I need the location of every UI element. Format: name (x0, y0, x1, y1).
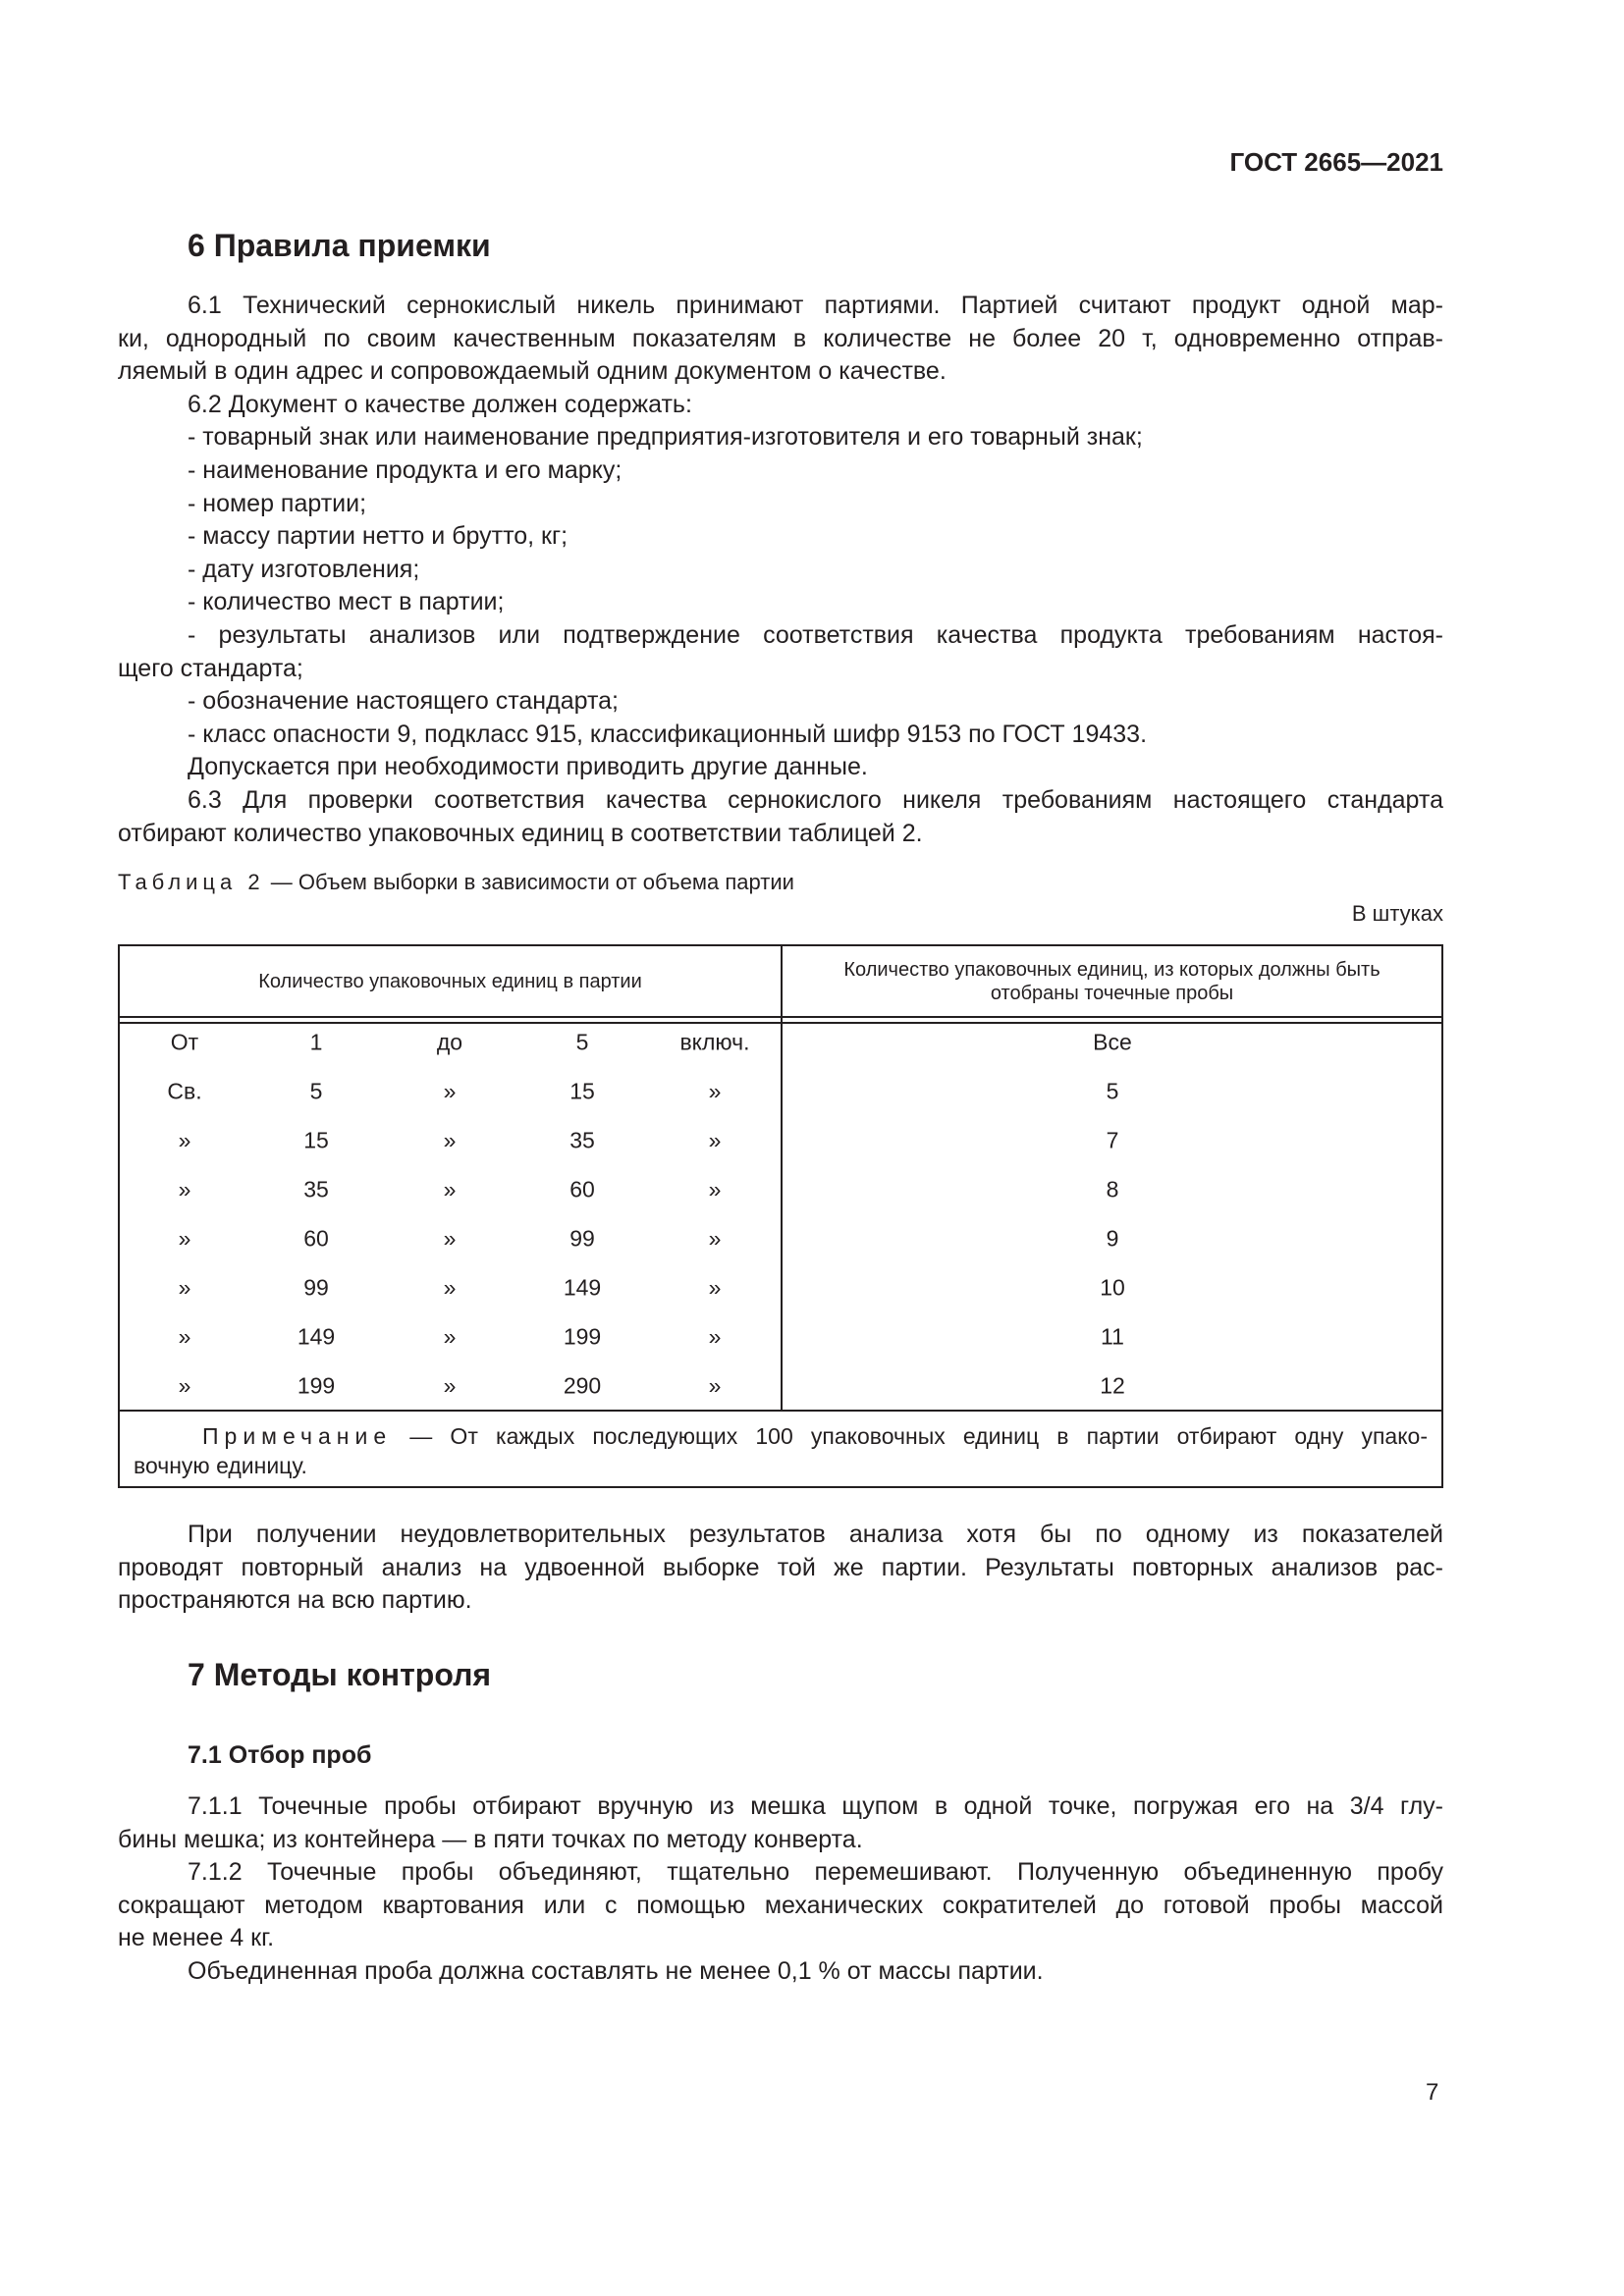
table-units: В штуках (1351, 901, 1443, 926)
cell-range-from: 5 (309, 1078, 323, 1104)
cell-range-suffix: » (708, 1127, 722, 1153)
paragraph-line: Объединенная проба должна составлять не менее 0,1 % от массы партии. (188, 1957, 1044, 1985)
paragraph-line: - товарный знак или наименование предприятия-изготовителя и его товарный знак; (188, 423, 1143, 452)
cell-sample-count: 11 (1101, 1323, 1124, 1350)
paragraph-line: бины мешка; из контейнера — в пяти точках по методу конверта. (118, 1825, 863, 1853)
cell-range-prefix: Св. (167, 1078, 202, 1104)
cell-range-to: 5 (575, 1029, 589, 1055)
cell-sample-count: 8 (1106, 1176, 1119, 1202)
body-bottom-divider (120, 1410, 1441, 1412)
sample-size-table (118, 944, 1443, 1488)
cell-range-suffix: » (708, 1225, 722, 1252)
cell-sample-count: Все (1093, 1029, 1132, 1055)
table-note-line: — От каждых последующих 100 упаковочных единиц в партии отбирают одну упако- (392, 1423, 1428, 1449)
cell-range-from: 35 (303, 1176, 329, 1202)
table-note (134, 1421, 1428, 1480)
paragraph-line: - дату изготовления; (188, 555, 420, 583)
paragraph-line: 6.2 Документ о качестве должен содержать: (188, 390, 692, 418)
paragraph-line: ляемый в один адрес и сопровождаемый одним документом о качестве. (118, 357, 947, 386)
paragraph-line: - номер партии; (188, 489, 367, 517)
paragraph-line: 7.1.2 Точечные пробы объединяют, тщательно перемешивают. Полученную объединенную пробу (188, 1858, 1443, 1887)
cell-range-to: 199 (563, 1323, 602, 1350)
cell-range-from: 99 (303, 1274, 329, 1301)
cell-range-prefix: » (178, 1176, 191, 1202)
paragraph-line: При получении неудовлетворительных результатов анализа хотя бы по одному из показателей (188, 1521, 1443, 1548)
cell-range-to: 60 (569, 1176, 595, 1202)
cell-sample-count: 12 (1100, 1372, 1125, 1399)
cell-sample-count: 7 (1106, 1127, 1119, 1153)
cell-range-to-word: » (443, 1274, 457, 1301)
cell-range-from: 149 (297, 1323, 336, 1350)
paragraph-line: 6.1 Технический сернокислый никель принимают партиями. Партией считают продукт одной мар- (188, 292, 1443, 319)
table-caption-label: Таблица 2 (118, 870, 265, 894)
paragraph-line: - обозначение настоящего стандарта; (188, 687, 619, 716)
cell-sample-count: 5 (1106, 1078, 1119, 1104)
cell-range-suffix: » (708, 1274, 722, 1301)
table-header-lot-size: Количество упаковочных единиц в партии (258, 971, 642, 992)
section-6-heading: 6 Правила приемки (188, 228, 491, 263)
cell-range-prefix: » (178, 1372, 191, 1399)
paragraph-line: 7.1.1 Точечные пробы отбирают вручную из мешка щупом в одной точке, погружая его на 3/4 глу- (188, 1792, 1443, 1820)
paragraph-line: щего стандарта; (118, 654, 303, 682)
paragraph-line: пространяются на всю партию. (118, 1586, 472, 1615)
cell-range-from: 1 (309, 1029, 323, 1055)
paragraph-line: - количество мест в партии; (188, 588, 505, 616)
paragraph-line: Допускается при необходимости приводить другие данные. (188, 753, 868, 781)
cell-range-from: 15 (303, 1127, 329, 1153)
cell-range-to: 35 (569, 1127, 595, 1153)
cell-range-to-word: » (443, 1176, 457, 1202)
cell-range-prefix: » (178, 1274, 191, 1301)
paragraph-line: - массу партии нетто и брутто, кг; (188, 522, 568, 551)
cell-range-to-word: » (443, 1127, 457, 1153)
cell-range-to: 99 (569, 1225, 595, 1252)
paragraph-line: - класс опасности 9, подкласс 915, классификационный шифр 9153 по ГОСТ 19433. (188, 720, 1148, 748)
cell-range-suffix: » (708, 1176, 722, 1202)
cell-range-to-word: » (443, 1372, 457, 1399)
subsection-7-1-heading: 7.1 Отбор проб (188, 1741, 372, 1769)
page-number: 7 (1426, 2079, 1439, 2106)
cell-range-prefix: » (178, 1225, 191, 1252)
cell-range-to-word: » (443, 1225, 457, 1252)
cell-range-to: 290 (563, 1372, 602, 1399)
cell-range-prefix: » (178, 1127, 191, 1153)
paragraph-line: не менее 4 кг. (118, 1924, 275, 1952)
paragraph-line: отбирают количество упаковочных единиц в соответствии таблицей 2. (118, 819, 923, 847)
cell-range-to-word: » (443, 1078, 457, 1104)
cell-range-to: 15 (569, 1078, 595, 1104)
paragraph-line: проводят повторный анализ на удвоенной выборке той же партии. Результаты повторных анализов рас- (118, 1553, 1443, 1581)
cell-range-from: 199 (297, 1372, 336, 1399)
cell-range-prefix: » (178, 1323, 191, 1350)
cell-range-suffix: включ. (679, 1029, 750, 1055)
table-caption (118, 870, 794, 895)
section-7-heading: 7 Методы контроля (188, 1657, 492, 1692)
cell-range-from: 60 (303, 1225, 329, 1252)
table-caption-text: — Объем выборки в зависимости от объема партии (264, 870, 794, 894)
table-note-label: Примечание (202, 1423, 393, 1449)
cell-sample-count: 10 (1100, 1274, 1125, 1301)
cell-range-to-word: » (443, 1323, 457, 1350)
column-divider (781, 946, 783, 1411)
table-note-line: вочную единицу. (134, 1453, 307, 1478)
paragraph-line: - наименование продукта и его марку; (188, 456, 623, 484)
cell-range-to: 149 (563, 1274, 602, 1301)
cell-range-to-word: до (436, 1029, 463, 1055)
table-header-sample-count: Количество упаковочных единиц, из которых должны быть отобраны точечные пробы (843, 959, 1380, 1004)
paragraph-line: ки, однородный по своим качественным показателям в количестве не более 20 т, одновременно отправ- (118, 324, 1443, 352)
cell-sample-count: 9 (1106, 1225, 1119, 1252)
paragraph-line: - результаты анализов или подтверждение соответствия качества продукта требованиям настоя- (188, 621, 1443, 649)
paragraph-line: сокращают методом квартования или с помощью механических сократителей до готовой пробы массой (118, 1891, 1443, 1919)
cell-range-suffix: » (708, 1323, 722, 1350)
document-designation: ГОСТ 2665—2021 (1229, 147, 1443, 177)
cell-range-suffix: » (708, 1372, 722, 1399)
cell-range-prefix: От (170, 1029, 199, 1055)
cell-range-suffix: » (708, 1078, 722, 1104)
paragraph-line: 6.3 Для проверки соответствия качества сернокислого никеля требованиям настоящего стандарта (188, 786, 1443, 814)
